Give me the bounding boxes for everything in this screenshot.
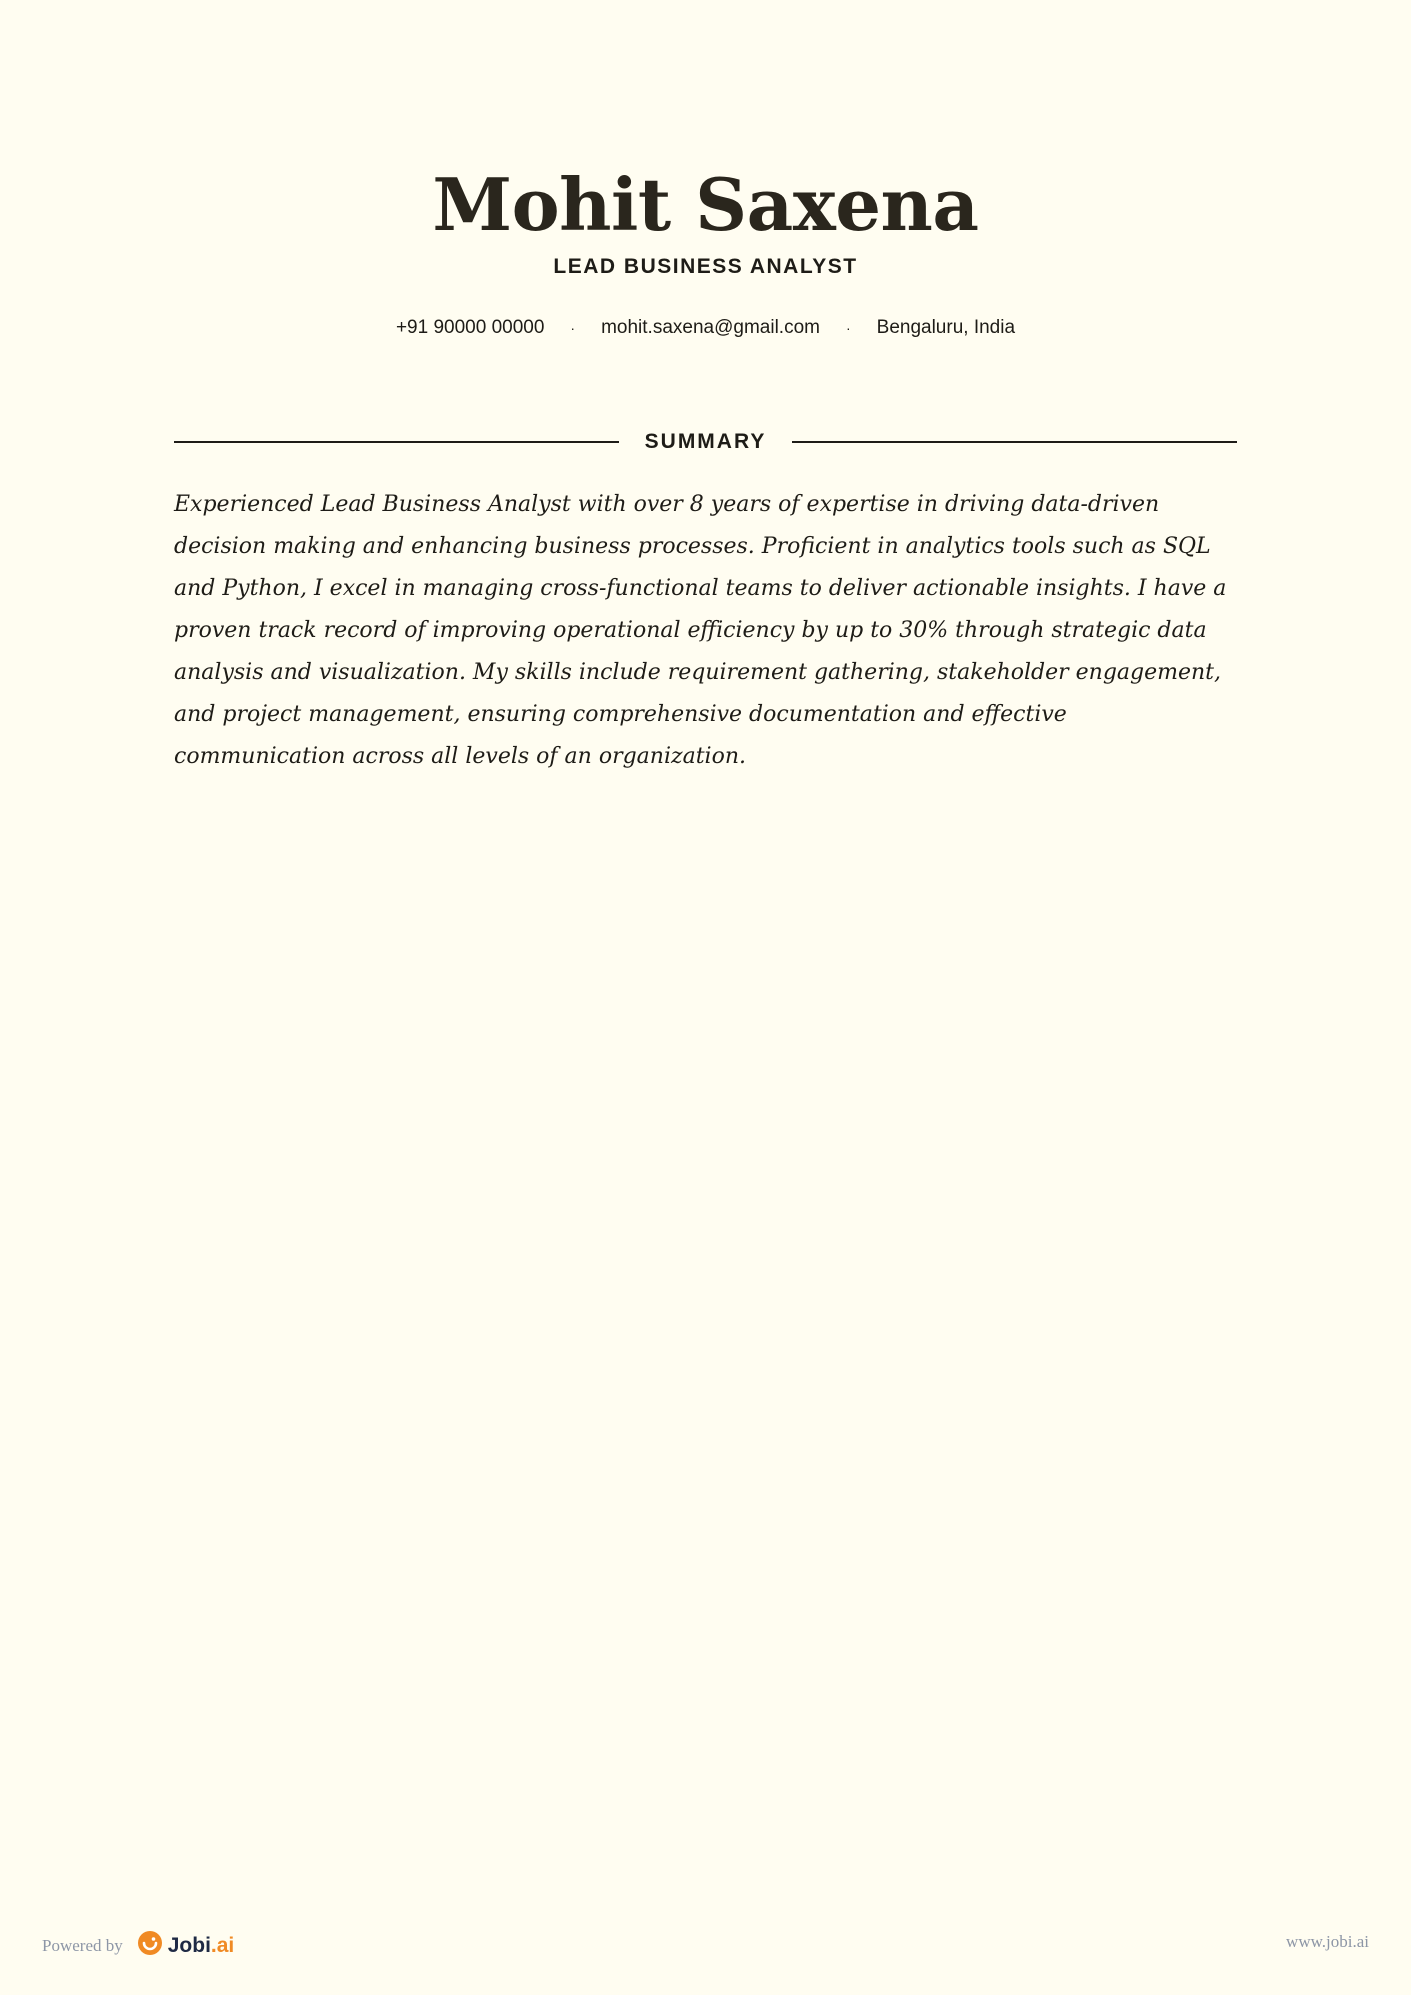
contact-line bbox=[0, 317, 1411, 339]
contact-phone: +91 90000 00000 bbox=[395, 317, 545, 338]
contact-location: Bengaluru, India bbox=[876, 317, 1016, 338]
powered-by-footer bbox=[42, 1930, 234, 1961]
brand-main: Jobi bbox=[167, 1933, 211, 1957]
brand-suffix: .ai bbox=[210, 1933, 235, 1957]
job-title: LEAD BUSINESS ANALYST bbox=[553, 255, 858, 278]
summary-text: Experienced Lead Business Analyst with over 8 years of expertise in driving data-driven decision making and enhancing business processes. Proficient in analytics tools such as SQL and Python, I excel in managing cross-functional teams to deliver actionable insights. I have a proven track record of improving operational efficiency by up to 30% through strategic data analysis and visualization. My skills include requirement gathering, stakeholder engagement, and project management, ensuring comprehensive documentation and effective communication across all levels of an organization. bbox=[174, 492, 1227, 769]
summary-heading: SUMMARY bbox=[644, 430, 767, 453]
jobi-logo-text[interactable] bbox=[168, 1934, 235, 1958]
divider-left bbox=[174, 441, 619, 443]
contact-separator: · bbox=[845, 320, 851, 336]
candidate-name: Mohit Saxena bbox=[432, 162, 979, 247]
contact-separator: · bbox=[570, 320, 576, 336]
summary-section-header bbox=[174, 430, 1237, 454]
divider-right bbox=[792, 441, 1237, 443]
contact-email: mohit.saxena@gmail.com bbox=[601, 317, 820, 338]
jobi-logo-icon bbox=[137, 1930, 168, 1961]
website-link[interactable]: www.jobi.ai bbox=[1286, 1932, 1369, 1951]
powered-by-label: Powered by bbox=[42, 1935, 123, 1955]
